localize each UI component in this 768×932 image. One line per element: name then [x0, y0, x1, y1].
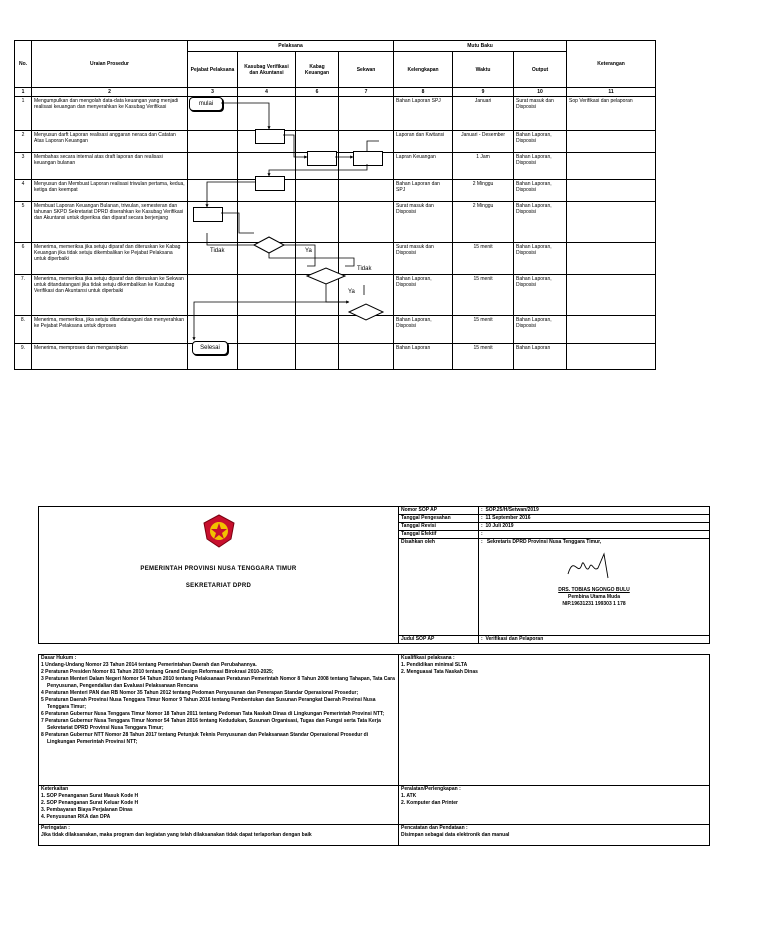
col-header-actor: Kasubag Verifikasi dan Akuntansi — [238, 52, 296, 88]
keterangan-cell — [567, 344, 656, 370]
keterkaitan-cell — [39, 786, 399, 825]
actor-cell — [339, 316, 394, 344]
col-number: 1 — [15, 88, 32, 97]
meta-value: : 10 Juli 2019 — [479, 523, 710, 531]
procedure-row — [15, 243, 656, 275]
col-number: 2 — [32, 88, 188, 97]
actor-cell — [188, 316, 238, 344]
step-description: Menerima, memeriksa jika setuju diparaf dan diteruskan ke Kabag Keuangan jika tidak setuju dikembalikan ke Pejabat Pelaksana untuk diperbaiki — [32, 243, 188, 275]
keterangan-cell — [567, 243, 656, 275]
list-item: 2. Menguasai Tata Naskah Dinas — [401, 669, 478, 675]
meta-label: Disahkan oleh — [399, 539, 479, 636]
label-tidak: Tidak — [357, 266, 372, 272]
step-description: Menyusun dan Membuat Laporan realisasi triwulan pertama, kedua, ketiga dan keempat — [32, 180, 188, 202]
keterangan-cell — [567, 131, 656, 153]
actor-cell — [339, 180, 394, 202]
kualifikasi-cell — [399, 655, 710, 786]
label-tidak: Tidak — [210, 248, 225, 254]
list-item: 4 Peraturan Menteri PAN dan RB Nomor 35 Tahun 2012 tentang Pedoman Penyusunan dan Penerapan Standar Operasional Prosedur; — [41, 690, 359, 696]
col-header-actor: Kabag Keuangan — [296, 52, 339, 88]
output-cell: Bahan Laporan, Disposisi — [514, 316, 567, 344]
pencatatan-text: Disimpan sebagai data elektronik dan manual — [401, 832, 510, 838]
actor-cell — [296, 180, 339, 202]
col-number: 7 — [339, 88, 394, 97]
step-description: Menerima, memeriksa jika setuju diparaf dan diteruskan ke Sekwan untuk ditandatangani jika tidak setuju dikembalikan ke Kasubag Verifikasi dan Akuntansi untuk diperbaiki — [32, 275, 188, 316]
procedure-row — [15, 344, 656, 370]
kualifikasi-title: Kualifikasi pelaksana : — [401, 655, 455, 661]
peralatan-cell — [399, 786, 710, 825]
col-header-no: No. — [15, 41, 32, 88]
procedure-row — [15, 202, 656, 243]
step-number: 8. — [15, 316, 32, 344]
actor-cell — [188, 131, 238, 153]
col-number: 3 — [188, 88, 238, 97]
procedure-row — [15, 97, 656, 131]
col-header-actor: Sekwan — [339, 52, 394, 88]
waktu-cell: Januari - Desember — [453, 131, 514, 153]
kelengkapan-cell: Lapran Keuangan — [394, 153, 453, 180]
col-header-uraian: Uraian Prosedur — [32, 41, 188, 88]
approval-block: : Sekretaris DPRD Provinsi Nusa Tenggara Timur, DRS. TOBIAS NGONGO BULU Pembina Utama Muda NIP.19631231 199303 1 178 — [479, 539, 710, 636]
col-header-kelengkapan: Kelengkapan — [394, 52, 453, 88]
approver-title: Sekretaris DPRD Provinsi Nusa Tenggara Timur, — [486, 539, 602, 545]
actor-cell — [296, 316, 339, 344]
list-item: 7 Peraturan Gubernur Nusa Tenggara Timur Nomor 54 Tahun 2016 tentang Kedudukan, Susunan Organisasi, Tugas dan Fungsi serta Tata Kerja Sekretariat DPRD Provinsi Nusa Tenggara Timur; — [41, 718, 381, 731]
process-box-step3-sekwan — [353, 151, 383, 166]
actor-cell — [296, 344, 339, 370]
col-number: 10 — [514, 88, 567, 97]
actor-cell — [238, 316, 296, 344]
peringatan-title: Peringatan : — [41, 825, 70, 831]
col-header-actor: Pejabat Pelaksana — [188, 52, 238, 88]
pencatatan-title: Pencatatan dan Pendataan : — [401, 825, 468, 831]
col-number: 6 — [296, 88, 339, 97]
keterangan-cell — [567, 153, 656, 180]
output-cell: Bahan Laporan — [514, 344, 567, 370]
keterangan-cell — [567, 202, 656, 243]
peringatan-cell — [39, 825, 399, 846]
list-item: 3. Pembayaran Biaya Perjalanan Dinas — [41, 807, 133, 813]
kelengkapan-cell: Bahan Laporan, Disposisi — [394, 316, 453, 344]
judul-value: : Verifikasi dan Pelaporan — [479, 636, 710, 644]
waktu-cell: 1 Jam — [453, 153, 514, 180]
actor-cell — [339, 202, 394, 243]
step-description: Menyusun darft Laporan realisasi anggaran neraca dan Catatan Atas Laporan Keuangan — [32, 131, 188, 153]
col-number: 8 — [394, 88, 453, 97]
org-name: PEMERINTAH PROVINSI NUSA TENGGARA TIMUR — [140, 566, 297, 572]
label-ya: Ya — [348, 289, 355, 295]
col-header-pelaksana: Pelaksana — [188, 41, 394, 52]
col-header-output: Output — [514, 52, 567, 88]
actor-cell — [188, 275, 238, 316]
list-item: 2. SOP Penanganan Surat Keluar Kode H — [41, 800, 139, 806]
procedure-sheet — [14, 40, 655, 370]
procedure-table — [14, 40, 656, 370]
output-cell: Bahan Laporan, Disposisi — [514, 180, 567, 202]
list-item: 1. ATK — [401, 793, 417, 799]
step-number: 6 — [15, 243, 32, 275]
list-item: 2 Peraturan Presiden Nomor 81 Tahun 2010 tentang Grand Design Reformasi Birokrasi 2010-2025; — [41, 669, 274, 675]
actor-cell — [296, 97, 339, 131]
step-description: Menerima, memeriksa, jika setuju ditandatangani dan menyerahkan ke Pejabat Pelaksana untuk diproses — [32, 316, 188, 344]
step-number: 4 — [15, 180, 32, 202]
actor-cell — [296, 131, 339, 153]
output-cell: Bahan Laporan, Disposisi — [514, 153, 567, 180]
list-item: 2. Komputer dan Printer — [401, 800, 458, 806]
list-item: 1. Pendidikan minimal SLTA — [401, 662, 468, 668]
label-ya: Ya — [305, 248, 312, 254]
procedure-row — [15, 131, 656, 153]
list-item: 8 Peraturan Gubernur NTT Nomor 28 Tahun 2017 tentang Petunjuk Teknis Penyusunan dan Pelaksanaan Standar Operasional Prosedur di Lingkungan Pemerintah Provinsi NTT; — [41, 732, 369, 745]
actor-cell — [339, 131, 394, 153]
keterangan-cell: Sop Verifikasi dan pelaporan — [567, 97, 656, 131]
actor-cell — [296, 202, 339, 243]
signer-name: DRS. TOBIAS NGONGO BULU — [558, 587, 630, 593]
step-number: 3 — [15, 153, 32, 180]
keterangan-cell — [567, 316, 656, 344]
output-cell: Bahan Laporan, Disposisi — [514, 243, 567, 275]
dasar-hukum-list — [41, 662, 396, 746]
peralatan-title: Peralatan/Perlengkapan : — [401, 786, 461, 792]
meta-label: Tanggal Pengesahan — [399, 515, 479, 523]
signature-icon — [564, 548, 624, 584]
step-description: Menerima, memproses dan mengarsipkan — [32, 344, 188, 370]
step-number: 7. — [15, 275, 32, 316]
keterkaitan-list — [41, 793, 396, 821]
sop-detail-table — [38, 654, 710, 846]
waktu-cell: 15 menit — [453, 275, 514, 316]
start-terminal: mulai — [189, 97, 223, 111]
waktu-cell: Januari — [453, 97, 514, 131]
end-terminal: Selesai — [192, 341, 228, 355]
process-box-step3-kabag — [307, 151, 337, 166]
col-number: 9 — [453, 88, 514, 97]
procedure-row — [15, 180, 656, 202]
dasar-hukum-title: Dasar Hukum : — [41, 655, 77, 661]
output-cell: Bahan Laporan, Disposisi — [514, 202, 567, 243]
province-emblem-icon — [201, 513, 237, 549]
pencatatan-cell — [399, 825, 710, 846]
actor-cell — [339, 97, 394, 131]
waktu-cell: 15 menit — [453, 344, 514, 370]
list-item: 1 Undang-Undang Nomor 23 Tahun 2014 tentang Pemerintahan Daerah dan Perubahannya. — [41, 662, 257, 668]
meta-label: Tanggal Revisi — [399, 523, 479, 531]
meta-value: : — [479, 531, 710, 539]
kelengkapan-cell: Surat masuk dan Disposisi — [394, 243, 453, 275]
step-description: Membuat Laporan Keuangan Bulanan, triwulan, semesteran dan tahunan SKPD Sekretariat DPRD diserahkan ke Kasubag Verifikasi dan Akuntansi untuk diperiksa dan diparaf secara berjenjang — [32, 202, 188, 243]
waktu-cell: 2 Minggu — [453, 202, 514, 243]
actor-cell — [238, 97, 296, 131]
actor-cell — [238, 243, 296, 275]
signer-rank: Pembina Utama Muda — [568, 594, 620, 600]
process-box-step4 — [255, 176, 285, 191]
list-item: 1. SOP Penanganan Surat Masuk Kode H — [41, 793, 139, 799]
actor-cell — [339, 275, 394, 316]
actor-cell — [296, 275, 339, 316]
column-number-row — [15, 88, 656, 97]
kelengkapan-cell: Bahan Laporan SPJ — [394, 97, 453, 131]
dasar-hukum-cell — [39, 655, 399, 786]
meta-label: Nomor SOP AP — [399, 507, 479, 515]
step-description: Mengumpulkan dan mengolah data-data keuangan yang menjadi realisasi keuangan dan menyerahkan ke Kasubag Verifikasi — [32, 97, 188, 131]
meta-value: : SOP.25/H/Setwan/2019 — [479, 507, 710, 515]
judul-label: Judul SOP AP — [399, 636, 479, 644]
list-item: 5 Peraturan Daerah Provinsi Nusa Tenggara Timur Nomor 9 Tahun 2016 tentang Pembentukan dan Susunan Perangkat Daerah Provinsi Nusa Tenggara Timur; — [41, 697, 376, 710]
list-item: 6 Peraturan Gubernur Nusa Tenggara Timur Nomor 18 Tahun 2011 tentang Pedoman Tata Naskah Dinas di Lingkungan Pemerintah Provinsi NTT; — [41, 711, 385, 717]
waktu-cell: 15 menit — [453, 243, 514, 275]
step-number: 9. — [15, 344, 32, 370]
org-block — [39, 507, 399, 644]
actor-cell — [339, 344, 394, 370]
kelengkapan-cell: Surat masuk dan Disposisi — [394, 202, 453, 243]
output-cell: Bahan Laporan, Disposisi — [514, 275, 567, 316]
actor-cell — [238, 275, 296, 316]
keterkaitan-title: Keterkaitan — [41, 786, 69, 792]
process-box-step2 — [255, 129, 285, 144]
kelengkapan-cell: Bahan Laporan dan SPJ — [394, 180, 453, 202]
signer-nip: NIP.19631231 199303 1 178 — [562, 601, 626, 607]
meta-label: Tanggal Efektif — [399, 531, 479, 539]
process-box-step5 — [193, 207, 223, 222]
kelengkapan-cell: Bahan Laporan — [394, 344, 453, 370]
kualifikasi-list — [401, 662, 707, 676]
waktu-cell: 15 menit — [453, 316, 514, 344]
waktu-cell: 2 Minggu — [453, 180, 514, 202]
output-cell: Surat masuk dan Disposisi — [514, 97, 567, 131]
step-number: 5 — [15, 202, 32, 243]
peralatan-list — [401, 793, 707, 807]
actor-cell — [188, 180, 238, 202]
sop-identity-table — [38, 506, 710, 644]
meta-value: : 11 September 2016 — [479, 515, 710, 523]
keterangan-cell — [567, 180, 656, 202]
step-number: 2 — [15, 131, 32, 153]
actor-cell — [238, 344, 296, 370]
org-unit: SEKRETARIAT DPRD — [185, 583, 252, 589]
actor-cell — [188, 153, 238, 180]
col-header-mutu-baku: Mutu Baku — [394, 41, 567, 52]
step-number: 1 — [15, 97, 32, 131]
col-header-waktu: Waktu — [453, 52, 514, 88]
list-item: 4. Penyusunan RKA dan DPA — [41, 814, 111, 820]
peringatan-text: Jika tidak dilaksanakan, maka program dan kegiatan yang telah dilaksanakan tidak dapat terlaporkan dengan baik — [41, 832, 312, 838]
col-number: 11 — [567, 88, 656, 97]
keterangan-cell — [567, 275, 656, 316]
procedure-row — [15, 275, 656, 316]
list-item: 3 Peraturan Menteri Dalam Negeri Nomor 54 Tahun 2010 tentang Pelaksanaan Peraturan Pemerintah Nomor 8 Tahun 2008 tentang Tahapan, Tata Cara Penyusunan, Pengendalian dan Evaluasi Pelaksanaan Rencana — [41, 676, 395, 689]
step-description: Membahas secara internal atas draft laporan dan realisasi keuangan bulanan — [32, 153, 188, 180]
col-header-keterangan: Keterangan — [567, 41, 656, 88]
actor-cell — [238, 202, 296, 243]
kelengkapan-cell: Laporan dan Kwitansi — [394, 131, 453, 153]
procedure-row — [15, 316, 656, 344]
kelengkapan-cell: Bahan Laporan, Disposisi — [394, 275, 453, 316]
actor-cell — [296, 243, 339, 275]
col-number: 4 — [238, 88, 296, 97]
output-cell: Bahan Laporan, Disposisi — [514, 131, 567, 153]
